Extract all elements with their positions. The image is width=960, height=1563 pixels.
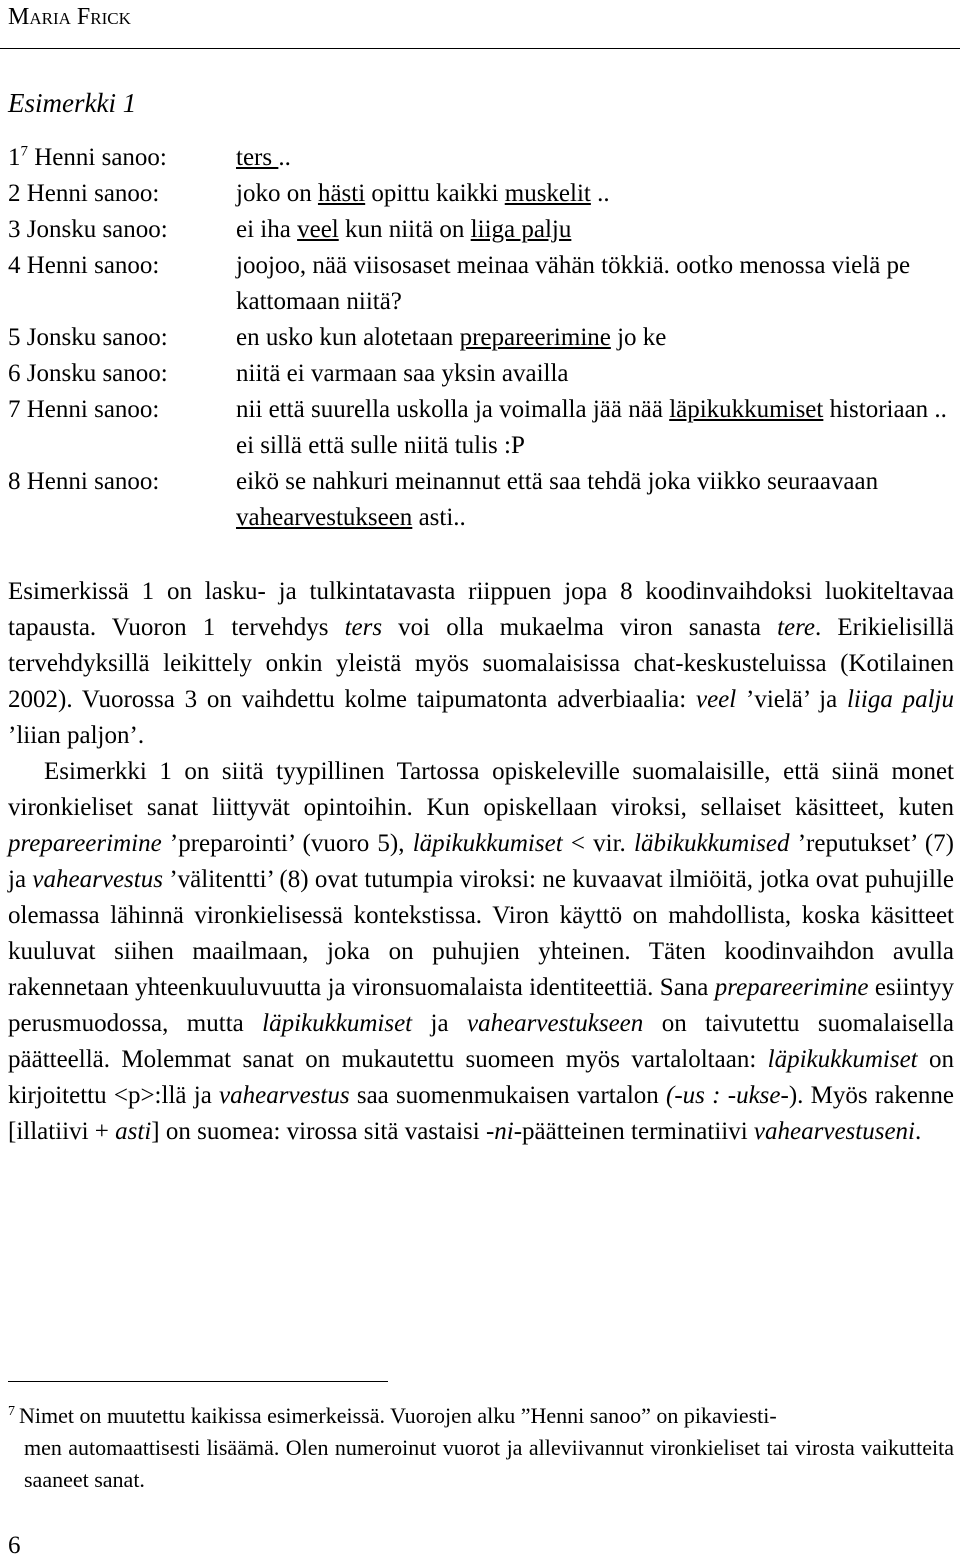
italic-term: asti	[115, 1118, 152, 1145]
speaker-name: Jonsku sanoo:	[26, 360, 168, 387]
italic-term: vahearvestus	[32, 866, 163, 893]
running-header	[8, 4, 131, 31]
turn-number: 2	[8, 180, 21, 207]
footnote-number: 7	[8, 1403, 15, 1419]
turn-number: 8	[8, 468, 21, 495]
text-run: asti..	[412, 504, 466, 531]
chat-turn	[8, 356, 958, 392]
underlined-word: hästi	[317, 180, 366, 207]
speaker-name: Henni sanoo:	[26, 180, 160, 207]
turn-number: 1	[8, 144, 21, 171]
text-run: Esimerkissä 1 on lasku- ja tulkintatavasta riippuen jopa 8 koodinvaihdoksi luokiteltavaa tapausta. Vuoron 1 tervehdys	[8, 578, 954, 641]
speaker-name: Henni sanoo:	[34, 144, 167, 171]
header-rule	[0, 48, 960, 49]
paragraph	[8, 574, 954, 754]
turn-number: 5	[8, 324, 21, 351]
text-run: joko on	[236, 180, 318, 207]
italic-term: läpikukkumiset	[767, 1046, 918, 1073]
text-run: ja	[412, 1010, 467, 1037]
italic-term: vahearvestus	[219, 1082, 350, 1109]
turn-number: 6	[8, 360, 21, 387]
speaker-label	[8, 248, 159, 284]
italic-term: ters	[344, 614, 383, 641]
turn-text	[236, 356, 958, 392]
footnote	[8, 1400, 954, 1496]
underlined-word: vahearvestukseen	[236, 504, 413, 531]
text-run: .	[914, 1118, 922, 1145]
text-run: ’välitentti’ (8) ovat tutumpia viroksi: ne kuvaavat ilmiöitä, jotka ovat puhujille olemassa lähinnä vironkielisessä kontekstissa. Viron käyttö on mahdollista, koska käsitteet kuuluvat siihen maailmaan, joka on puhujien yhteinen. Täten koodinvaihdon avulla rakennetaan yhteenkuuluvuutta ja vironsuomalaista identiteettiä. Sana	[8, 866, 954, 1001]
text-run: ’reputukset’ (7) ja	[8, 830, 955, 893]
speaker-label	[8, 176, 159, 212]
italic-term: liiga palju	[846, 686, 954, 713]
text-run: ). Myös rakenne [illatiivi +	[8, 1082, 954, 1145]
text-run: ’liian paljon’.	[8, 722, 145, 749]
text-run: ’preparointi’ (vuoro 5),	[161, 830, 413, 857]
italic-term: (-us : -ukse-	[666, 1082, 789, 1109]
chat-turn	[8, 212, 958, 248]
underlined-word: liiga palju	[470, 216, 572, 243]
speaker-label	[8, 320, 168, 356]
turn-text	[236, 464, 958, 536]
chat-turn	[8, 320, 958, 356]
chat-transcript	[8, 140, 958, 536]
turn-text	[236, 140, 958, 176]
text-run: on taivutettu suomalaisella päätteellä. Molemmat sanat on mukautettu suomeen myös vartaloltaan:	[8, 1010, 954, 1073]
speaker-label	[8, 212, 168, 248]
text-run: historiaan .. ei sillä että sulle niitä tulis :P	[236, 396, 947, 459]
underlined-word: ters	[236, 144, 279, 171]
chat-turn	[8, 392, 958, 464]
text-run: opittu kaikki	[365, 180, 505, 207]
text-run: ei iha	[236, 216, 298, 243]
speaker-label	[8, 356, 168, 392]
turn-number: 3	[8, 216, 21, 243]
text-run: esiintyy perusmuodossa, mutta	[8, 974, 954, 1037]
text-run: . Erikielisillä tervehdyksillä leikittely onkin yleistä myös suomalaisissa chat-keskusteluissa (Kotilainen 2002). Vuorossa 3 on vaihdettu kolme taipumatonta adverbiaalia:	[8, 614, 954, 713]
italic-term: läbikukkumised	[634, 830, 790, 857]
speaker-label	[8, 392, 159, 428]
text-run: ..	[278, 144, 291, 171]
underlined-word: muskelit	[504, 180, 591, 207]
page-number: 6	[8, 1532, 21, 1559]
text-run: ] on suomea: virossa sitä vastaisi -	[151, 1118, 495, 1145]
footnote-text-line1: Nimet on muutettu kaikissa esimerkeissä. Vuorojen alku ”Henni sanoo” on pikaviesti-	[19, 1403, 777, 1428]
text-run: kun niitä on	[338, 216, 471, 243]
speaker-name: Henni sanoo:	[26, 252, 160, 279]
speaker-name: Henni sanoo:	[26, 468, 160, 495]
text-run: < vir.	[562, 830, 634, 857]
text-run: niitä ei varmaan saa yksin availla	[236, 360, 569, 387]
footnote-ref: 7	[20, 143, 28, 160]
speaker-label	[8, 140, 167, 176]
underlined-word: läpikukkumiset	[669, 396, 824, 423]
text-run: ’vielä’ ja	[736, 686, 847, 713]
footnote-rule	[8, 1381, 388, 1382]
footnote-text-rest: men automaattisesti lisäämä. Olen numeroinut vuorot ja alleviivannut vironkieliset tai virosta vaikutteita saaneet sanat.	[24, 1435, 954, 1492]
text-run: jo ke	[610, 324, 667, 351]
turn-number: 4	[8, 252, 21, 279]
text-run: on kirjoitettu <p>:llä ja	[8, 1046, 954, 1109]
underlined-word: prepareerimine	[459, 324, 611, 351]
text-run: en usko kun alotetaan	[236, 324, 460, 351]
italic-term: läpikukkumiset	[262, 1010, 413, 1037]
text-run: saa suomenmukaisen vartalon	[349, 1082, 667, 1109]
underlined-word: veel	[297, 216, 339, 243]
chat-turn	[8, 140, 958, 176]
italic-term: prepareerimine	[714, 974, 869, 1001]
italic-term: prepareerimine	[8, 830, 162, 857]
turn-text	[236, 392, 958, 464]
turn-number: 7	[8, 396, 21, 423]
italic-term: tere	[777, 614, 816, 641]
text-run: eikö se nahkuri meinannut että saa tehdä joka viikko seuraavaan	[236, 468, 879, 495]
author-name: Maria Frick	[8, 4, 131, 30]
paragraph	[8, 754, 954, 1150]
text-run: voi olla mukaelma viron sanasta	[382, 614, 778, 641]
turn-text	[236, 176, 958, 212]
italic-term: ni	[494, 1118, 514, 1145]
speaker-name: Henni sanoo:	[26, 396, 160, 423]
speaker-name: Jonsku sanoo:	[26, 216, 168, 243]
chat-turn	[8, 176, 958, 212]
text-run: ..	[590, 180, 610, 207]
italic-term: vahearvestuseni	[753, 1118, 915, 1145]
text-run: -päätteinen terminatiivi	[513, 1118, 754, 1145]
chat-turn	[8, 248, 958, 320]
speaker-label	[8, 464, 159, 500]
footnote-first-line	[8, 1400, 954, 1432]
body-text	[8, 574, 954, 1150]
text-run: nii että suurella uskolla ja voimalla jää nää	[236, 396, 670, 423]
italic-term: läpikukkumiset	[412, 830, 563, 857]
example-title: Esimerkki 1	[8, 88, 137, 118]
italic-term: veel	[695, 686, 737, 713]
turn-text	[236, 320, 958, 356]
italic-term: vahearvestukseen	[466, 1010, 644, 1037]
speaker-name: Jonsku sanoo:	[26, 324, 168, 351]
chat-turn	[8, 464, 958, 536]
text-run: joojoo, nää viisosaset meinaa vähän tökkiä. ootko menossa vielä pe kattomaan niitä?	[236, 252, 911, 315]
turn-text	[236, 212, 958, 248]
turn-text	[236, 248, 958, 320]
text-run: Esimerkki 1 on siitä tyypillinen Tartossa opiskeleville suomalaisille, että siinä monet vironkieliset sanat liittyvät opintoihin. Kun opiskellaan viroksi, sellaiset käsitteet, kuten	[8, 758, 954, 821]
